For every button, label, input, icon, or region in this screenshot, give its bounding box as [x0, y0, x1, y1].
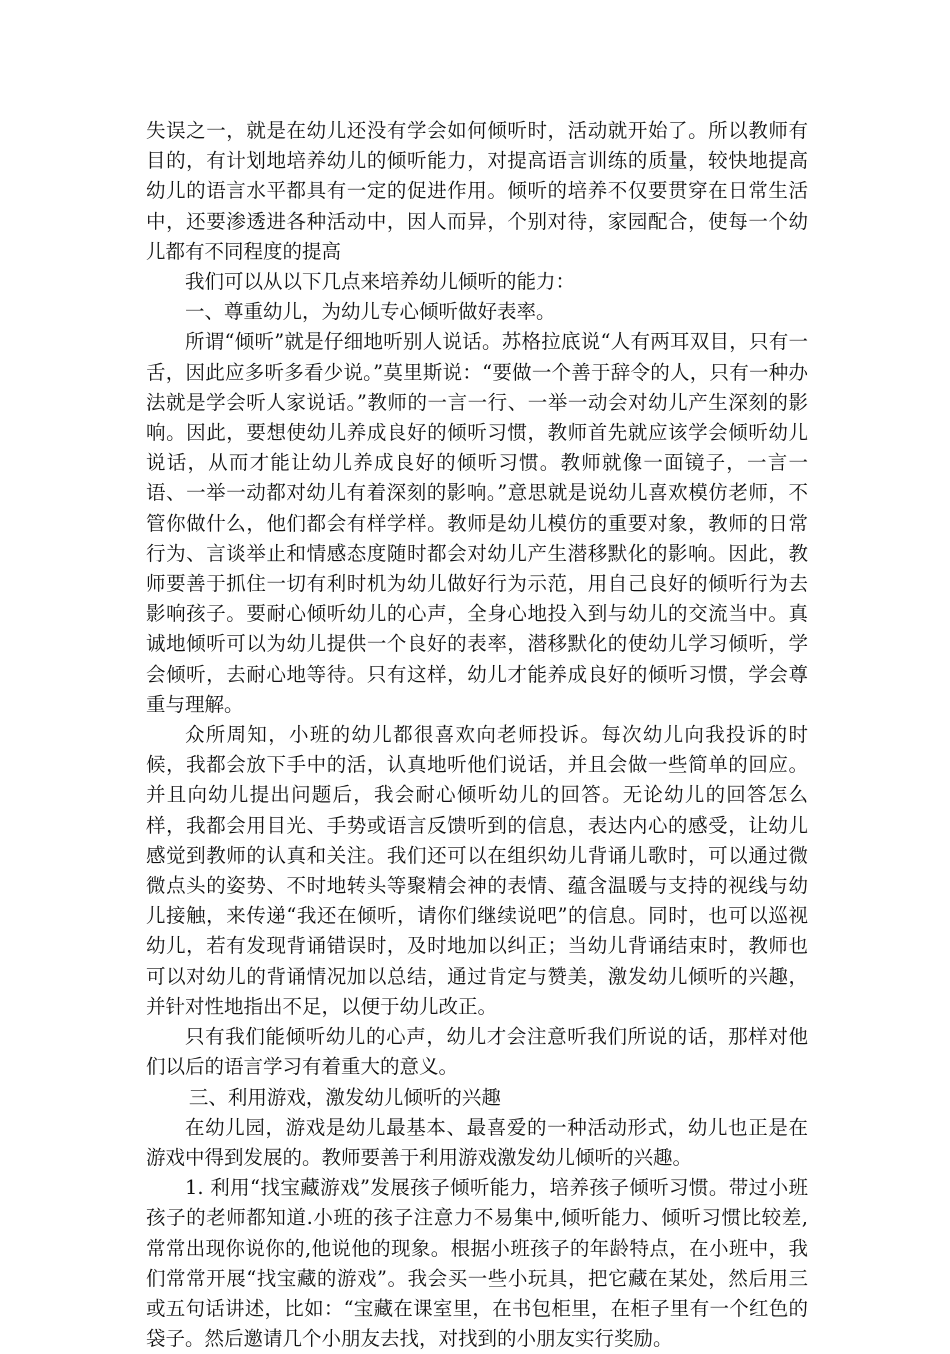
section-heading-1: 一、尊重幼儿，为幼儿专心倾听做好表率。 [185, 300, 556, 324]
paragraph: 众所周知，小班的幼儿都很喜欢向老师投诉。每次幼儿向我投诉的时候，我都会放下手中的活，认真地听他们说话，并且会做一些简单的回应。并且向幼儿提出问题后，我会耐心倾听幼儿的回答。无论幼儿的回答怎么样，我都会用目光、手势或语言反馈听到的信息，表达内心的感受，让幼儿感觉到教师的认真和关注。我们还可以在组织幼儿背诵儿歌时，可以通过微微点头的姿势、不时地转头等聚精会神的表情、蕴含温暖与支持的视线与幼儿接触，来传递“我还在倾听，请你们继续说吧”的信息。同时，也可以巡视幼儿，若有发现背诵错误时，及时地加以纠正；当幼儿背诵结束时，教师也可以对幼儿的背诵情况加以总结，通过肯定与赞美，激发幼儿倾听的兴趣，并针对性地指出不足，以便于幼儿改正。 [146, 723, 808, 1018]
paragraph-list-item-1: 1. 利用“找宝藏游戏”发展孩子倾听能力，培养孩子倾听习惯。带过小班孩子的老师都知道.小班的孩子注意力不易集中,倾听能力、倾听习惯比较差,常常出现你说你的,他说他的现象。根据小班孩子的年龄特点，在小班中，我们常常开展“找宝藏的游戏”。我会买一些小玩具，把它藏在某处，然后用三或五句话讲述，比如：“宝藏在课室里，在书包柜里，在柜子里有一个红色的袋子。然后邀请几个小朋友去找，对找到的小朋友实行奖励。 [146, 1176, 808, 1351]
paragraph: 在幼儿园，游戏是幼儿最基本、最喜爱的一种活动形式，幼儿也正是在游戏中得到发展的。教师要善于利用游戏激发幼儿倾听的兴趣。 [146, 1115, 808, 1169]
paragraph-intro: 我们可以从以下几点来培养幼儿倾听的能力： [185, 270, 576, 294]
paragraph: 所谓“倾听”就是仔细地听别人说话。苏格拉底说“人有两耳双目，只有一舌，因此应多听多看少说。”莫里斯说：“要做一个善于辞令的人，只有一种办法就是学会听人家说话。”教师的一言一行、一举一动会对幼儿产生深刻的影响。因此，要想使幼儿养成良好的倾听习惯，教师首先就应该学会倾听幼儿说话，从而才能让幼儿养成良好的倾听习惯。教师就像一面镜子，一言一语、一举一动都对幼儿有着深刻的影响。”意思就是说幼儿喜欢模仿老师，不管你做什么，他们都会有样学样。教师是幼儿模仿的重要对象，教师的日常行为、言谈举止和情感态度随时都会对幼儿产生潜移默化的影响。因此，教师要善于抓住一切有利时机为幼儿做好行为示范，用自己良好的倾听行为去影响孩子。要耐心倾听幼儿的心声，全身心地投入到与幼儿的交流当中。真诚地倾听可以为幼儿提供一个良好的表率，潜移默化的使幼儿学习倾听，学会倾听，去耐心地等待。只有这样，幼儿才能养成良好的倾听习惯，学会尊重与理解。 [146, 330, 808, 716]
section-heading-3: 三、利用游戏，激发幼儿倾听的兴趣 [188, 1085, 501, 1109]
paragraph: 只有我们能倾听幼儿的心声，幼儿才会注意听我们所说的话，那样对他们以后的语言学习有着重大的意义。 [146, 1025, 808, 1079]
body-text [146, 116, 808, 1354]
paragraph-continuation: 失误之一，就是在幼儿还没有学会如何倾听时，活动就开始了。所以教师有目的，有计划地培养幼儿的倾听能力，对提高语言训练的质量，较快地提高幼儿的语言水平都具有一定的促进作用。倾听的培养不仅要贯穿在日常生活中，还要渗透进各种活动中，因人而异，个别对待，家园配合，使每一个幼儿都有不同程度的提高 [146, 119, 808, 263]
